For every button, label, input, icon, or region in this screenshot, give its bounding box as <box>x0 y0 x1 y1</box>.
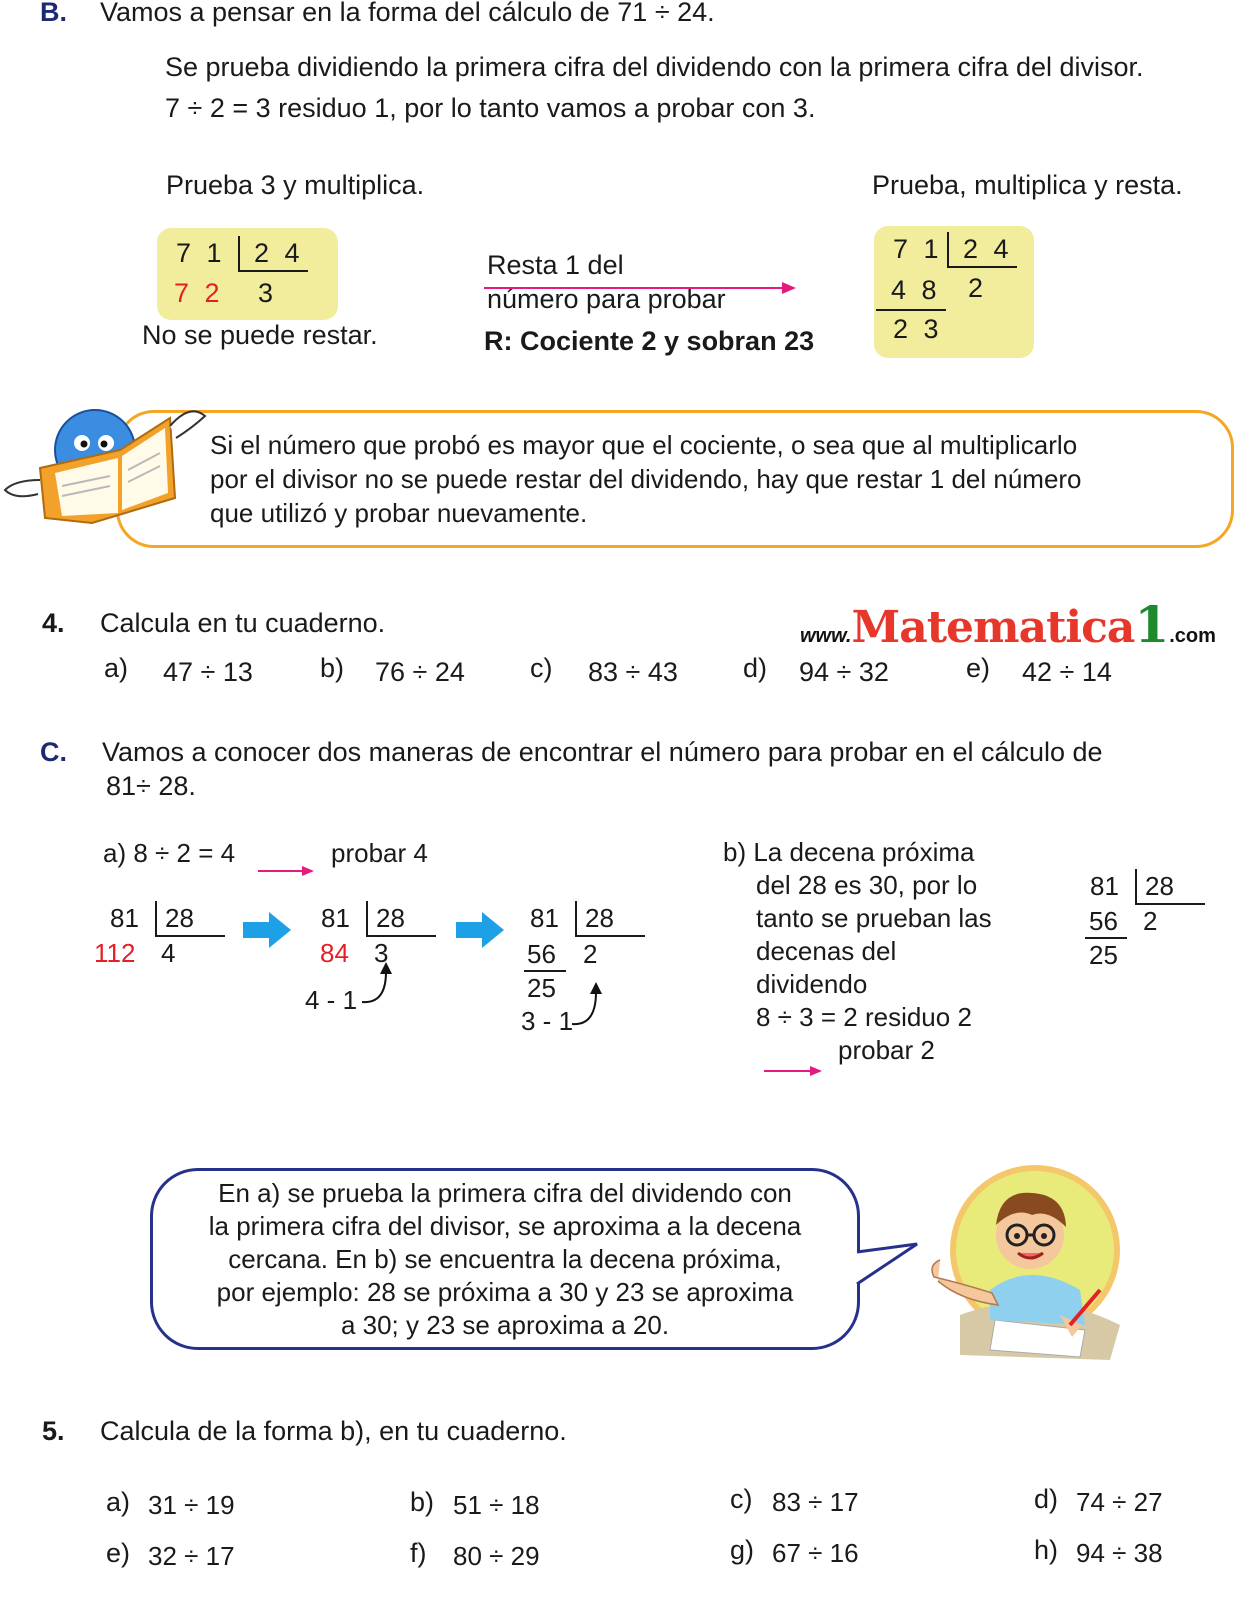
step1-bar <box>155 935 225 937</box>
method-a-probe: probar 4 <box>331 838 428 868</box>
ex5-item-expr: 83 ÷ 17 <box>772 1487 859 1517</box>
step3-product: 56 <box>527 939 556 969</box>
method-b-line-6: 8 ÷ 3 = 2 residuo 2 <box>756 1002 972 1032</box>
section-b-title: Vamos a pensar en la forma del cálculo de 71 ÷ 24. <box>100 0 715 27</box>
step3-remainder: 25 <box>527 973 556 1003</box>
arrow-text-1: Resta 1 del <box>487 250 624 280</box>
step3-note: 3 - 1 <box>521 1006 574 1036</box>
ex5-item-expr: 67 ÷ 16 <box>772 1538 859 1568</box>
ex5-item-label: b) <box>410 1487 435 1517</box>
step2-bracket <box>366 901 368 935</box>
step2-curved-arrow <box>360 962 396 1008</box>
ex5-item-label: c) <box>730 1484 753 1514</box>
ex4-item-expr: 47 ÷ 13 <box>163 657 253 687</box>
ex5-item-label: f) <box>410 1538 427 1568</box>
tip-line-1: Si el número que probó es mayor que el cociente, o sea que al multiplicarlo <box>210 430 1078 460</box>
step1-product: 112 <box>94 938 136 968</box>
blue-arrow-1 <box>243 912 293 948</box>
step1-divisor: 28 <box>165 903 194 933</box>
exercise-5-title: Calcula de la forma b), en tu cuaderno. <box>100 1416 567 1446</box>
left-dividend: 7 1 <box>176 238 226 268</box>
ex4-item-label: e) <box>966 653 991 683</box>
left-product: 7 2 <box>174 278 224 308</box>
exercise-5-number: 5. <box>42 1416 65 1446</box>
bubble-line-2: la primera cifra del divisor, se aproxima a la decena <box>208 1211 802 1241</box>
cannot-subtract-note: No se puede restar. <box>142 320 378 350</box>
left-division-bracket <box>238 236 240 270</box>
method-b-probe: probar 2 <box>838 1035 935 1065</box>
method-b-line-5: dividendo <box>756 969 868 999</box>
matematica1-logo <box>800 595 1216 654</box>
right-quotient: 2 <box>968 273 988 303</box>
left-quotient: 3 <box>258 278 278 308</box>
answer-text: R: Cociente 2 y sobran 23 <box>484 326 815 356</box>
ex4-item-expr: 76 ÷ 24 <box>375 657 465 687</box>
method-b-line-2: del 28 es 30, por lo <box>756 870 978 900</box>
b-div-bar <box>1135 903 1205 905</box>
ex5-item-label: d) <box>1034 1484 1059 1514</box>
section-b-letter: B. <box>40 0 67 27</box>
ex5-item-label: g) <box>730 1535 755 1565</box>
ex4-item-expr: 42 ÷ 14 <box>1022 657 1112 687</box>
method-a-arrow <box>258 864 316 878</box>
ex4-item-label: d) <box>743 653 768 683</box>
left-division-bar <box>238 270 308 272</box>
section-c-letter: C. <box>40 737 67 767</box>
step3-divisor: 28 <box>585 903 614 933</box>
left-divisor: 2 4 <box>254 238 304 268</box>
right-division-bar <box>947 266 1017 268</box>
step3-dividend: 81 <box>530 903 559 933</box>
exercise-4-title: Calcula en tu cuaderno. <box>100 608 386 638</box>
ex4-item-label: a) <box>104 653 129 683</box>
left-caption: Prueba 3 y multiplica. <box>166 170 425 200</box>
step2-product: 84 <box>320 938 349 968</box>
method-b-line-3: tanto se prueban las <box>756 903 992 933</box>
step3-bracket <box>575 901 577 935</box>
step2-divisor: 28 <box>376 903 405 933</box>
ex5-item-expr: 32 ÷ 17 <box>148 1541 235 1571</box>
step2-dividend: 81 <box>321 903 350 933</box>
method-b-line-1: b) La decena próxima <box>723 837 975 867</box>
b-div-subtract-line <box>1085 937 1127 939</box>
arrow-text-2: número para probar <box>487 284 726 314</box>
tip-text <box>210 428 1082 530</box>
bubble-line-1: En a) se prueba la primera cifra del dividendo con <box>218 1178 792 1208</box>
b-div-bracket <box>1135 869 1137 903</box>
right-division-bracket <box>947 232 949 266</box>
method-b-arrow <box>764 1064 824 1078</box>
logo-prefix: www. <box>800 625 852 647</box>
ex5-item-label: a) <box>106 1487 131 1517</box>
speech-bubble-text <box>160 1177 850 1342</box>
b-div-divisor: 28 <box>1145 871 1174 901</box>
section-c-title-1: Vamos a conocer dos maneras de encontrar el número para probar en el cálculo de <box>102 737 1103 767</box>
b-div-remainder: 25 <box>1089 940 1118 970</box>
ex4-item-expr: 83 ÷ 43 <box>588 657 678 687</box>
section-c-title-2: 81÷ 28. <box>106 771 196 801</box>
step2-note: 4 - 1 <box>305 985 358 1015</box>
bubble-line-3: cercana. En b) se encuentra la decena próxima, <box>228 1244 782 1274</box>
speech-bubble-tail <box>855 1240 925 1300</box>
ex5-item-expr: 51 ÷ 18 <box>453 1490 540 1520</box>
ex5-item-label: e) <box>106 1538 131 1568</box>
step2-bar <box>366 935 436 937</box>
right-caption: Prueba, multiplica y resta. <box>872 170 1183 200</box>
student-character-illustration <box>920 1165 1140 1365</box>
book-character-illustration <box>0 398 212 538</box>
right-subtract-line <box>876 309 946 311</box>
step1-dividend: 81 <box>110 903 139 933</box>
section-b-intro-1: Se prueba dividiendo la primera cifra del dividendo con la primera cifra del divisor. <box>165 52 1144 82</box>
ex5-item-expr: 94 ÷ 38 <box>1076 1538 1163 1568</box>
step1-quotient: 4 <box>161 938 176 968</box>
step1-bracket <box>155 901 157 935</box>
right-divisor: 2 4 <box>963 234 1013 264</box>
logo-digit: 1 <box>1134 595 1170 654</box>
method-b-line-4: decenas del <box>756 936 897 966</box>
ex5-item-label: h) <box>1034 1535 1059 1565</box>
blue-arrow-2 <box>456 912 506 948</box>
right-remainder: 2 3 <box>893 314 943 344</box>
logo-suffix: .com <box>1169 625 1216 647</box>
step2-quotient: 3 <box>374 938 389 968</box>
section-b-intro-2: 7 ÷ 2 = 3 residuo 1, por lo tanto vamos a probar con 3. <box>165 93 816 123</box>
bubble-line-4: por ejemplo: 28 se próxima a 30 y 23 se aproxima <box>216 1277 794 1307</box>
ex5-item-expr: 31 ÷ 19 <box>148 1490 235 1520</box>
exercise-4-number: 4. <box>42 608 65 638</box>
step3-quotient: 2 <box>583 939 598 969</box>
b-div-quotient: 2 <box>1143 906 1158 936</box>
logo-name: Matematica <box>851 602 1135 653</box>
step3-bar <box>575 935 645 937</box>
right-product: 4 8 <box>891 275 941 305</box>
ex4-item-label: b) <box>320 653 345 683</box>
b-div-dividend: 81 <box>1090 871 1119 901</box>
ex4-item-expr: 94 ÷ 32 <box>799 657 889 687</box>
ex5-item-expr: 74 ÷ 27 <box>1076 1487 1163 1517</box>
tip-line-3: que utilizó y probar nuevamente. <box>210 498 588 528</box>
magenta-arrow <box>484 281 798 295</box>
tip-line-2: por el divisor no se puede restar del dividendo, hay que restar 1 del número <box>210 464 1082 494</box>
bubble-line-5: a 30; y 23 se aproxima a 20. <box>340 1310 670 1340</box>
method-a-rule: a) 8 ÷ 2 = 4 <box>103 838 236 868</box>
ex4-item-label: c) <box>530 653 553 683</box>
step3-curved-arrow <box>570 982 606 1030</box>
ex5-item-expr: 80 ÷ 29 <box>453 1541 540 1571</box>
b-div-product: 56 <box>1089 906 1118 936</box>
right-dividend: 7 1 <box>893 234 943 264</box>
step3-subtract-line <box>524 970 566 972</box>
